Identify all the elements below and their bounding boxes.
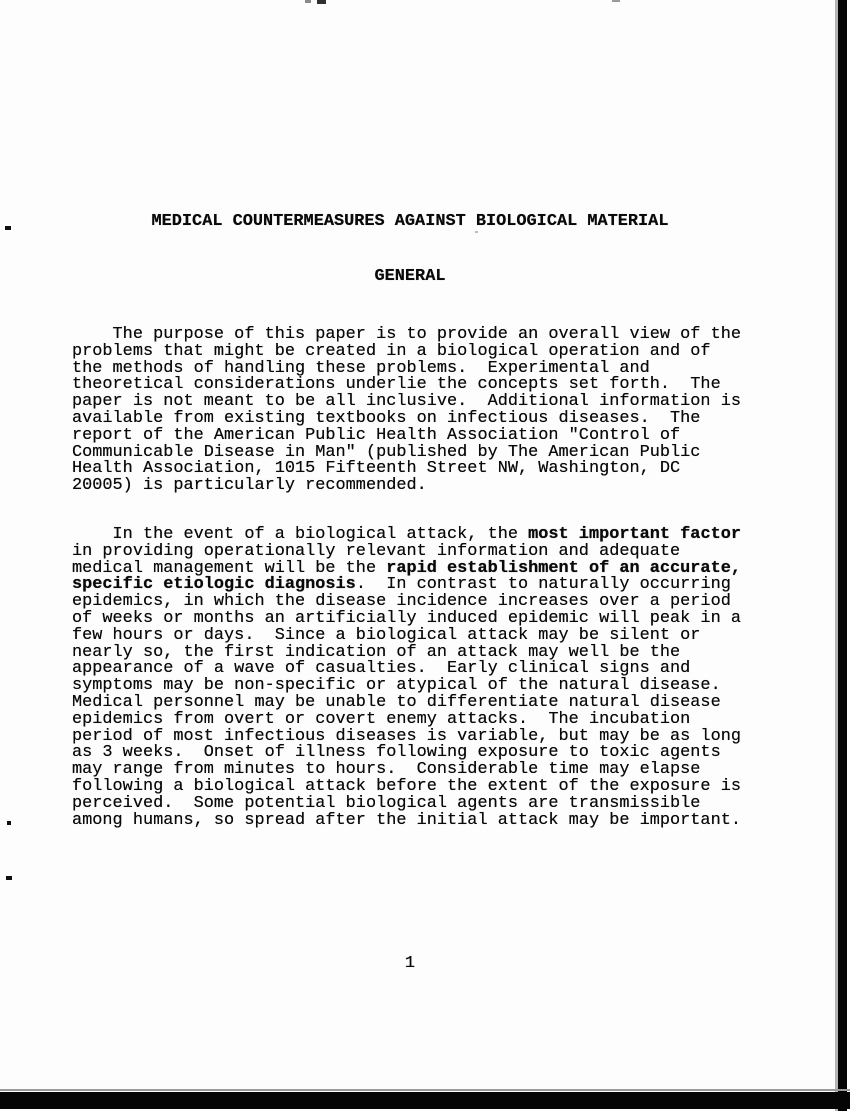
text-line: perceived. Some potential biological agents are transmissible xyxy=(72,793,701,813)
text-line: few hours or days. Since a biological attack may be silent or xyxy=(72,625,701,645)
text-line: as 3 weeks. Onset of illness following exposure to toxic agents xyxy=(72,743,721,763)
scan-edge-bottom-bar xyxy=(0,1092,850,1109)
text-line: paper is not meant to be all inclusive. Additional information is xyxy=(72,392,741,412)
text-line: medical management will be the rapid establishment of an accurate, xyxy=(72,558,741,578)
scan-speck xyxy=(6,876,12,880)
scan-speck xyxy=(317,0,326,4)
scan-speck xyxy=(7,821,11,825)
text-line: available from existing textbooks on infectious diseases. The xyxy=(72,408,701,428)
text-line: epidemics, in which the disease incidence increases over a period xyxy=(72,592,731,612)
scan-speck xyxy=(612,0,620,2)
text-line: following a biological attack before the extent of the exposure is xyxy=(72,776,741,796)
scan-speck xyxy=(5,226,11,230)
text-line: Health Association, 1015 Fifteenth Street NW, Washington, DC xyxy=(72,459,681,479)
text-line: symptoms may be non-specific or atypical of the natural disease. xyxy=(72,676,721,696)
text-line: the methods of handling these problems. Experimental and xyxy=(72,358,650,378)
scan-speck xyxy=(305,0,311,3)
text-line: specific etiologic diagnosis. In contrast to naturally occurring xyxy=(72,575,731,595)
scan-edge-right-bar xyxy=(838,0,847,1111)
text-line: theoretical considerations underlie the concepts set forth. The xyxy=(72,375,721,395)
text-line: The purpose of this paper is to provide an overall view of the xyxy=(72,325,741,344)
scan-edge-bottom-shadow xyxy=(0,1089,850,1091)
text-line: among humans, so spread after the initial attack may be important. xyxy=(72,810,741,830)
section-heading: GENERAL xyxy=(374,267,446,287)
page-number: 1 xyxy=(404,954,416,973)
text-line: in providing operationally relevant information and adequate xyxy=(72,541,681,561)
text-line: Medical personnel may be unable to differentiate natural disease xyxy=(72,692,721,712)
text-line: In the event of a biological attack, the most important factor xyxy=(72,525,741,544)
paragraph xyxy=(72,327,772,495)
text-line: Communicable Disease in Man" (published by The American Public xyxy=(72,442,701,462)
paragraph xyxy=(72,527,772,829)
text-line: report of the American Public Health Association "Control of xyxy=(72,425,681,445)
document-title: MEDICAL COUNTERMEASURES AGAINST BIOLOGICAL MATERIAL xyxy=(151,212,669,232)
text-line: may range from minutes to hours. Considerable time may elapse xyxy=(72,760,701,780)
text-line: of weeks or months an artificially induced epidemic will peak in a xyxy=(72,608,741,628)
text-line: 20005) is particularly recommended. xyxy=(72,476,427,496)
text-line: appearance of a wave of casualties. Early clinical signs and xyxy=(72,659,691,679)
text-line: nearly so, the first indication of an attack may well be the xyxy=(72,642,681,662)
scan-speck xyxy=(475,231,478,233)
text-line: period of most infectious diseases is variable, but may be as long xyxy=(72,726,741,746)
text-line: problems that might be created in a biological operation and of xyxy=(72,341,711,361)
text-line: epidemics from overt or covert enemy attacks. The incubation xyxy=(72,709,691,729)
